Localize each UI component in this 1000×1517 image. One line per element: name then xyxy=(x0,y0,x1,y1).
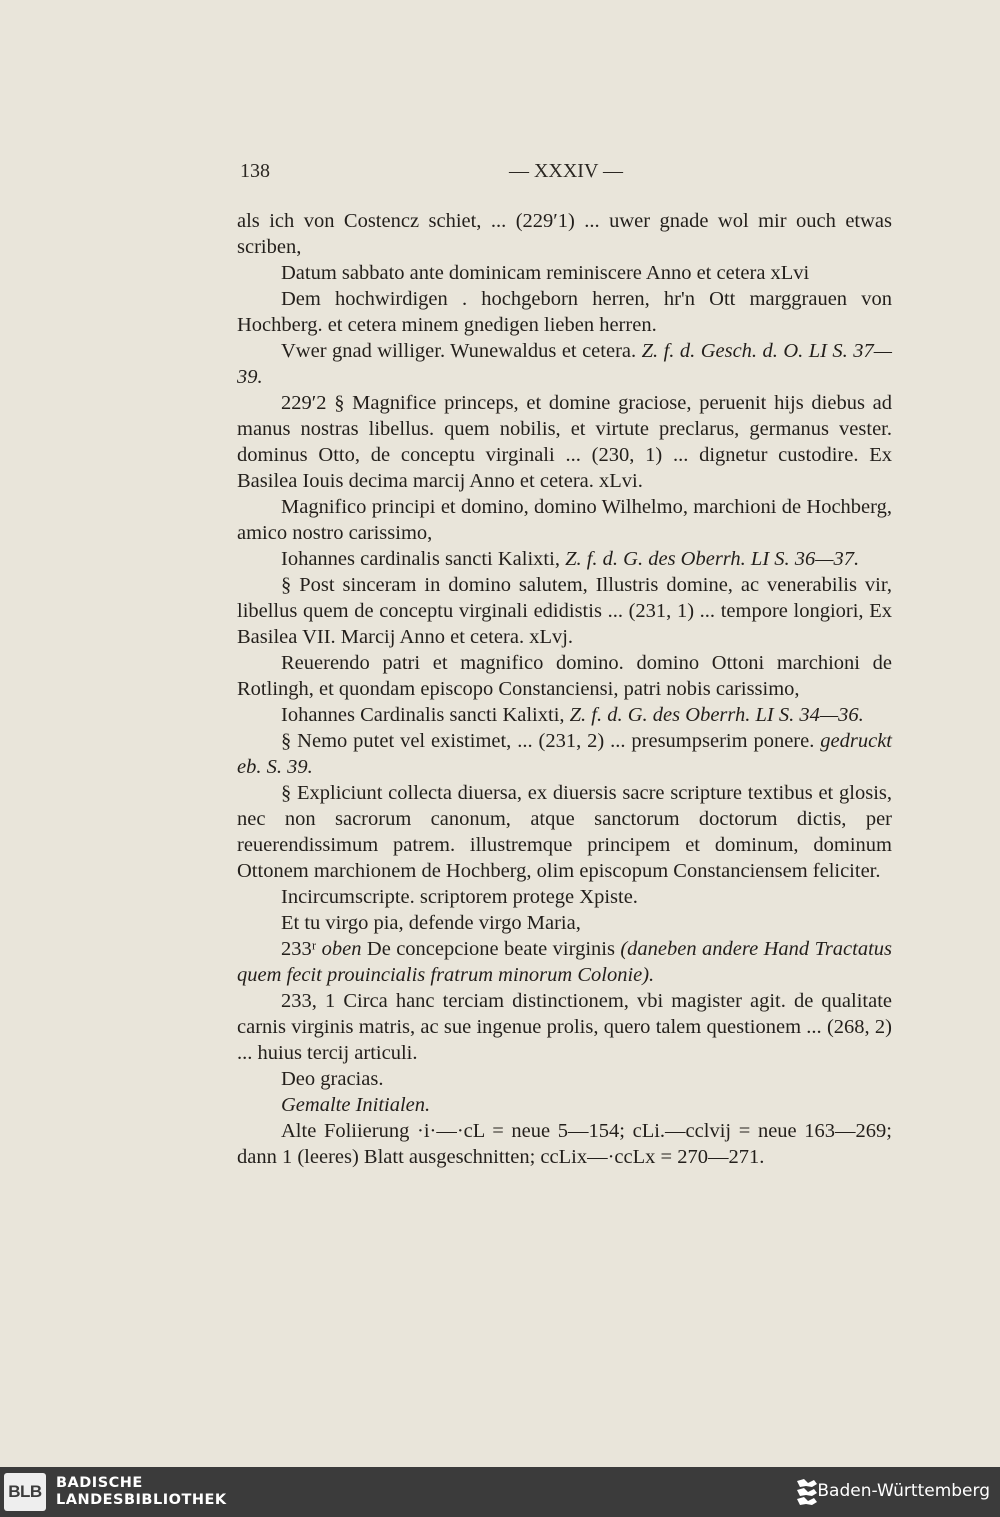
page-header xyxy=(240,160,892,190)
paragraph: Datum sabbato ante dominicam reminiscere Anno et cetera xLvi xyxy=(281,262,810,284)
paragraph: § Expliciunt collecta diuersa, ex diuersis sacre scripture textibus et glosis, nec non sacrorum canonum, atque sanctorum doctorum dictis, per reuerendissimum patrem. illustremque principem et dominum, dominum Ottonem marchionem de Hochberg, olim episcopum Constanciensem feliciter. xyxy=(237,782,892,882)
paragraph: als ich von Costencz schiet, ... (229′1) ... uwer gnade wol mir ouch etwas scriben, xyxy=(237,210,892,258)
blb-logo[interactable]: BLB xyxy=(4,1473,46,1511)
reference: Z. f. d. Gesch. d. O. LI S. 37—39. xyxy=(237,340,893,388)
paragraph: Vwer gnad williger. Wunewaldus et cetera. Z. f. d. Gesch. d. O. LI S. 37—39. xyxy=(237,340,893,388)
paragraph: § Post sinceram in domino salutem, Illustris domine, ac venerabilis vir, libellus quem de conceptu virginali edidistis ... (231, 1) ... tempore longiori, Ex Basilea VII. Marcij Anno et cetera. xLvj. xyxy=(237,574,892,648)
reference: (daneben andere Hand xyxy=(620,938,810,960)
paragraph: § Nemo putet vel existimet, ... (231, 2) ... presumpserim ponere. gedruckt eb. S. 39. xyxy=(237,730,893,778)
library-name[interactable]: BADISCHE LANDESBIBLIOTHEK xyxy=(56,1475,227,1508)
footer-bar xyxy=(0,1467,1000,1517)
reference: Z. f. d. G. des Oberrh. LI S. 34—36. xyxy=(569,704,864,726)
paragraph: Alte Foliierung ·i·—·cL = neue 5—154; cLi.—cclvij = neue 163—269; dann 1 (leeres) Blatt ausgeschnitten; ccLix—·ccLx = 270—271. xyxy=(237,1120,892,1168)
paragraph: Iohannes Cardinalis sancti Kalixti, Z. f. d. G. des Oberrh. LI S. 34—36. xyxy=(281,704,864,726)
paragraph: Magnifico principi et domino, domino Wilhelmo, marchioni de Hochberg, amico nostro carissimo, xyxy=(237,496,892,544)
state-name[interactable]: Baden-Württemberg xyxy=(817,1481,990,1501)
body-text xyxy=(237,208,892,1170)
paragraph: Deo gracias. xyxy=(281,1068,384,1090)
paragraph: 229′2 § Magnifice princeps, et domine graciose, peruenit hijs diebus ad manus nostras libellus. quem nobilis, et virtute preclarus, germanus vester. dominus Otto, de conceptu virginali ... (230, 1) ... dignetur custodire. Ex Basilea Iouis decima marcij Anno et cetera. xLvi. xyxy=(237,392,892,492)
paragraph: 233ʳ oben De concepcione beate virginis (daneben andere Hand Tractatus quem fecit prouincialis fratrum minorum Colonie). xyxy=(237,938,893,986)
page-title: — XXXIV — xyxy=(508,160,624,182)
paragraph: Gemalte Initialen. xyxy=(281,1094,431,1116)
reference: Z. f. d. G. des Oberrh. LI S. 36—37. xyxy=(565,548,860,570)
paragraph: Et tu virgo pia, defende virgo Maria, xyxy=(281,912,581,934)
baden-wuerttemberg-lions-icon xyxy=(794,1477,820,1507)
reference: gedruckt eb. S. 39. xyxy=(237,730,893,778)
paragraph: Dem hochwirdigen . hochgeborn herren, hr'n Ott marggrauen von Hochberg. et cetera minem gnedigen lieben herren. xyxy=(237,288,892,336)
paragraph: Reuerendo patri et magnifico domino. domino Ottoni marchioni de Rotlingh, et quondam episcopo Constanciensi, patri nobis carissimo, xyxy=(237,652,892,700)
page-number: 138 xyxy=(240,160,270,182)
paragraph: 233, 1 Circa hanc terciam distinctionem, vbi magister agit. de qualitate carnis virginis matris, ac sue ingenue prolis, quero talem questionem ... (268, 2) ... huius tercij articuli. xyxy=(237,990,892,1064)
paragraph: Iohannes cardinalis sancti Kalixti, Z. f. d. G. des Oberrh. LI S. 36—37. xyxy=(281,548,860,570)
paragraph: Incircumscripte. scriptorem protege Xpiste. xyxy=(281,886,638,908)
